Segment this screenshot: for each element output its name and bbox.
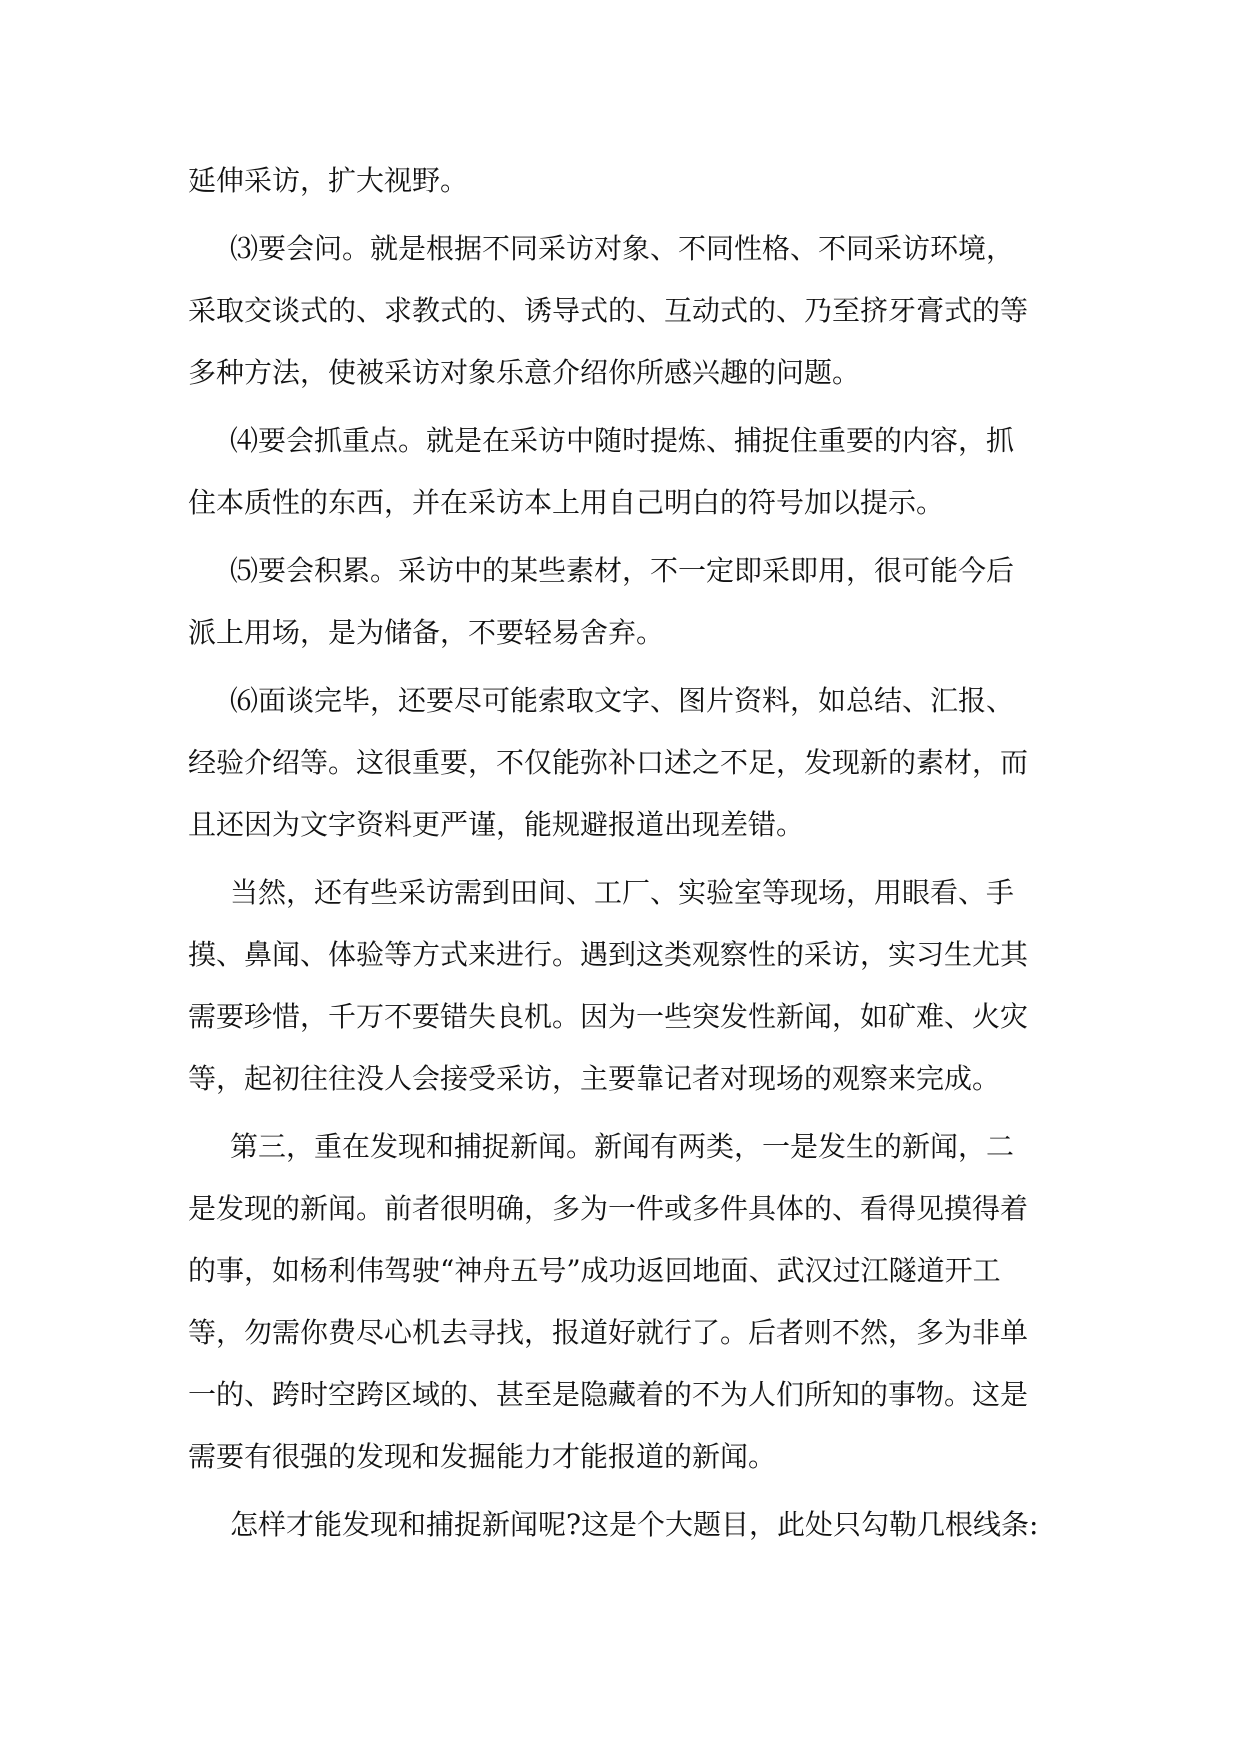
text-line: 延伸采访，扩大视野。 [188, 164, 469, 197]
text-line: 一的、跨时空跨区域的、甚至是隐藏着的不为人们所知的事物。这是 [188, 1378, 1029, 1411]
text-line: 的事，如杨利伟驾驶“神舟五号”成功返回地面、武汉过江隧道开工 [188, 1254, 1001, 1287]
text-line: 当然，还有些采访需到田间、工厂、实验室等现场，用眼看、手 [230, 876, 1015, 909]
text-line: 怎样才能发现和捕捉新闻呢?这是个大题目，此处只勾勒几根线条: [230, 1508, 1039, 1541]
text-line: 等，起初往往没人会接受采访，主要靠记者对现场的观察来完成。 [188, 1062, 1001, 1095]
text-line: 需要有很强的发现和发掘能力才能报道的新闻。 [188, 1440, 777, 1473]
text-line: ⑹面谈完毕，还要尽可能索取文字、图片资料，如总结、汇报、 [230, 684, 1015, 717]
document-body [188, 150, 1068, 1556]
text-line: 摸、鼻闻、体验等方式来进行。遇到这类观察性的采访，实习生尤其 [188, 938, 1029, 971]
text-line: 是发现的新闻。前者很明确，多为一件或多件具体的、看得见摸得着 [188, 1192, 1029, 1225]
text-line: ⑶要会问。就是根据不同采访对象、不同性格、不同采访环境， [230, 232, 1015, 265]
text-line: 多种方法，使被采访对象乐意介绍你所感兴趣的问题。 [188, 356, 861, 389]
text-line: 需要珍惜，千万不要错失良机。因为一些突发性新闻，如矿难、火灾 [188, 1000, 1029, 1033]
text-line: 住本质性的东西，并在采访本上用自己明白的符号加以提示。 [188, 486, 945, 519]
text-line: 经验介绍等。这很重要，不仅能弥补口述之不足，发现新的素材，而 [188, 746, 1029, 779]
text-line: 采取交谈式的、求教式的、诱导式的、互动式的、乃至挤牙膏式的等 [188, 294, 1029, 327]
text-line: 等，勿需你费尽心机去寻找，报道好就行了。后者则不然，多为非单 [188, 1316, 1029, 1349]
text-line: 派上用场，是为储备，不要轻易舍弃。 [188, 616, 665, 649]
text-line: 第三，重在发现和捕捉新闻。新闻有两类，一是发生的新闻，二 [230, 1130, 1015, 1163]
text-line: ⑷要会抓重点。就是在采访中随时提炼、捕捉住重要的内容，抓 [230, 424, 1015, 457]
text-line: ⑸要会积累。采访中的某些素材，不一定即采即用，很可能今后 [230, 554, 1015, 587]
text-line: 且还因为文字资料更严谨，能规避报道出现差错。 [188, 808, 805, 841]
